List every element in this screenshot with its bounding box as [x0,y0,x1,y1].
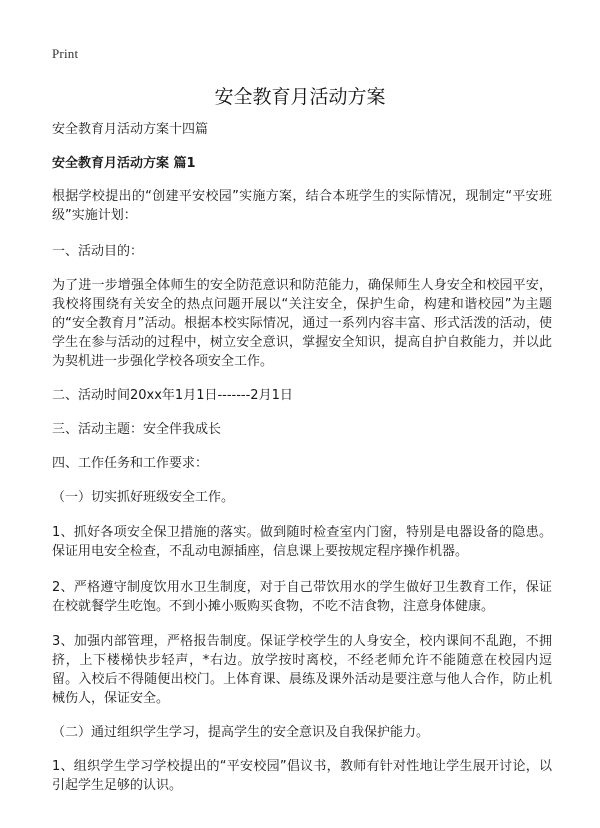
activity-theme: 三、活动主题：安全伴我成长 [52,422,222,437]
print-label: Print [52,46,79,61]
intro-paragraph: 根据学校提出的“创建平安校园”实施方案，结合本班学生的实际情况，现制定“平安班级”实施计划： [52,189,552,223]
task-one-heading: （一）切实抓好班级安全工作。 [52,490,235,505]
section-heading: 安全教育月活动方案 篇1 [52,156,196,171]
task-two-heading: （二）通过组织学生学习，提高学生的安全意识及自我保护能力。 [52,725,430,740]
document-subtitle: 安全教育月活动方案十四篇 [52,122,209,137]
list-item: 1、抓好各项安全保卫措施的落实。做到随时检查室内门窗，特别是电器设备的隐患。保证用电安全检查，不乱动电源插座，信息课上要按规定程序操作机器。 [52,525,552,559]
activity-time: 二、活动时间20xx年1月1日-------2月1日 [52,388,293,403]
document-body [52,120,552,809]
purpose-heading: 一、活动目的： [52,244,144,259]
list-item: 3、加强内部管理，严格报告制度。保证学校学生的人身安全，校内课间不乱跑，不拥挤，上下楼梯快步轻声，*右边。放学按时离校，不经老师允许不能随意在校园内逗留。入校后不得随便出校门。上体育课、晨练及课外活动是要注意与他人合作，防止机械伤人，保证安全。 [52,634,552,706]
list-item: 2、严格遵守制度饮用水卫生制度，对于自己带饮用水的学生做好卫生教育工作，保证在校就餐学生吃饱。不到小摊小贩购买食物，不吃不洁食物，注意身体健康。 [52,580,552,614]
tasks-heading: 四、工作任务和工作要求： [52,456,209,471]
document-title: 安全教育月活动方案 [214,86,386,108]
list-item: 1、组织学生学习学校提出的“平安校园”倡议书，教师有针对性地让学生展开讨论，以引起学生足够的认识。 [52,759,552,793]
purpose-paragraph: 为了进一步增强全体师生的安全防范意识和防范能力，确保师生人身安全和校园平安，我校将围绕有关安全的热点问题开展以“关注安全，保护生命，构建和谐校园”为主题的“安全教育月”活动。根据本校实际情况，通过一系列内容丰富、形式活泼的活动，使学生在参与活动的过程中，树立安全意识，掌握安全知识，提高自护自救能力，并以此为契机进一步强化学校各项安全工作。 [52,278,552,369]
